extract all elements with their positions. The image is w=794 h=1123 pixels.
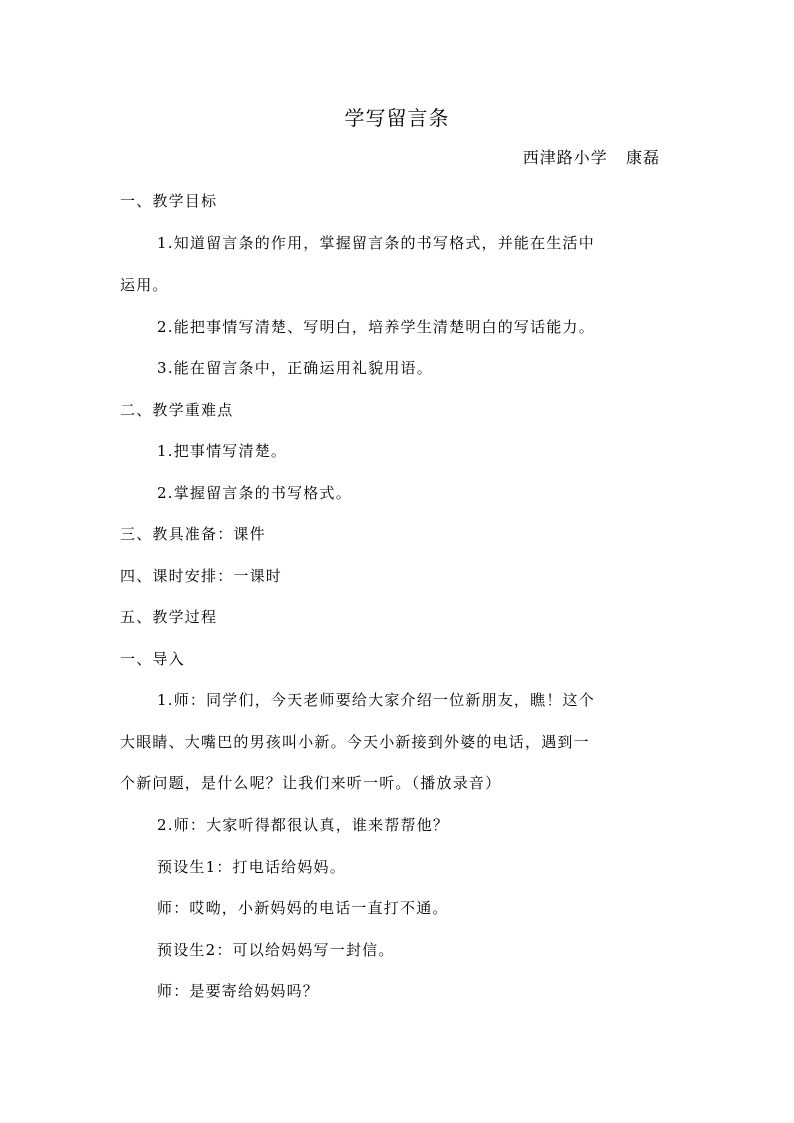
author-line: 西津路小学 康磊 <box>522 148 660 167</box>
objective-3: 3.能在留言条中，正确运用礼貌用语。 <box>157 359 433 377</box>
section-heading-schedule: 四、课时安排：一课时 <box>120 567 283 585</box>
teacher-question: 2.师：大家听得都很认真，谁来帮帮他？ <box>157 816 450 834</box>
intro-paragraph-line-1: 1.师：同学们，今天老师要给大家介绍一位新朋友，瞧！这个 <box>157 691 595 709</box>
section-heading-objectives: 一、教学目标 <box>120 192 218 210</box>
teacher-reply-1: 师：哎呦，小新妈妈的电话一直打不通。 <box>157 899 449 917</box>
section-heading-materials: 三、教具准备：课件 <box>120 525 266 543</box>
section-heading-key-points: 二、教学重难点 <box>120 401 234 419</box>
key-point-2: 2.掌握留言条的书写格式。 <box>157 484 352 502</box>
objective-1: 1.知道留言条的作用，掌握留言条的书写格式，并能在生活中 <box>157 234 595 252</box>
teacher-reply-2: 师：是要寄给妈妈吗？ <box>157 982 320 1000</box>
document-title: 学写留言条 <box>344 106 450 130</box>
key-point-1: 1.把事情写清楚。 <box>157 442 288 460</box>
intro-paragraph-line-2: 大眼睛、大嘴巴的男孩叫小新。今天小新接到外婆的电话，遇到一 <box>120 733 590 751</box>
student-answer-2: 预设生2：可以给妈妈写一封信。 <box>157 941 395 959</box>
objective-2: 2.能把事情写清楚、写明白，培养学生清楚明白的写话能力。 <box>157 318 595 336</box>
subsection-heading-intro: 一、导入 <box>120 650 185 668</box>
objective-1-continued: 运用。 <box>120 276 169 294</box>
section-heading-process: 五、教学过程 <box>120 608 218 626</box>
student-answer-1: 预设生1：打电话给妈妈。 <box>157 858 346 876</box>
intro-paragraph-line-3: 个新问题，是什么呢？让我们来听一听。（播放录音） <box>120 774 502 792</box>
